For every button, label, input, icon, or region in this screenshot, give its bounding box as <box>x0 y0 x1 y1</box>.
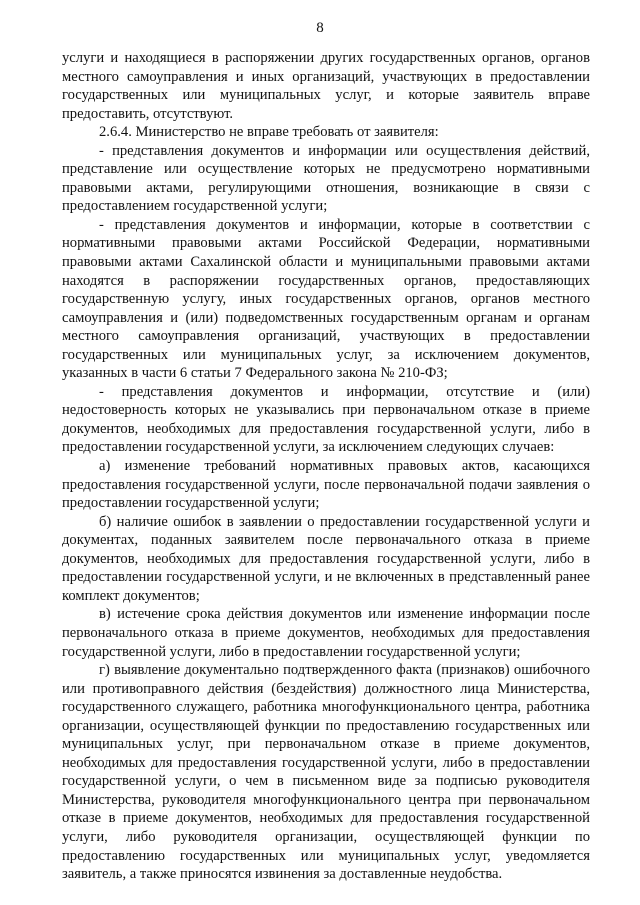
paragraph-item-documents-not-indicated: - представления документов и информации, отсутствие и (или) недостоверность которых не указывались при первоначальном отказе в приеме документов, необходимых для предоставления государственной услуги, либо в предоставлении государственной услуги, за исключением следующих случаев: <box>62 383 590 456</box>
paragraph-case-a: а) изменение требований нормативных правовых актов, касающихся предоставления государственной услуги, после первоначальной подачи заявления о предоставлении государственной услуги; <box>62 458 590 512</box>
paragraph-case-b: б) наличие ошибок в заявлении о предоставлении государственной услуги и документах, поданных заявителем после первоначального отказа в приеме документов, необходимых для предоставления государственной услуги, либо в предоставлении государственной услуги, и не включенных в представленный ранее комплект документов; <box>62 513 590 604</box>
paragraph-item-actions: - представления документов и информации или осуществления действий, представление или осуществление которых не предусмотрено нормативными правовыми актами, регулирующими отношения, возникающие в связи с предоставлением государственной услуги; <box>62 142 590 215</box>
paragraph-section-2-6-4: 2.6.4. Министерство не вправе требовать от заявителя: <box>99 124 439 141</box>
page-number: 8 <box>316 20 324 36</box>
document-body <box>62 49 590 884</box>
paragraph-case-g: г) выявление документально подтвержденного факта (признаков) ошибочного или противоправного действия (бездействия) должностного лица Министерства, государственного служащего, работника многофункционального центра, работника организации, осуществляющей функции по предоставлению государственных или муниципальных услуг, при первоначальном отказе в приеме документов, необходимых для предоставления государственной услуги, либо в предоставлении государственной услуги, о чем в письменном виде за подписью руководителя Министерства, руководителя многофункционального центра при первоначальном отказе в приеме документов, необходимых для предоставления государственной услуги, либо руководителя организации, осуществляющей функции по предоставлению государственных или муниципальных услуг, уведомляется заявитель, а также приносятся извинения за доставленные неудобства. <box>62 662 590 883</box>
paragraph-continuation: услуги и находящиеся в распоряжении других государственных органов, органов местного самоуправления и иных организаций, участвующих в предоставлении государственных или муниципальных услуг, и которые заявитель вправе предоставить, отсутствуют. <box>62 50 590 122</box>
paragraph-item-documents-in-possession: - представления документов и информации, которые в соответствии с нормативными правовыми актами Российской Федерации, нормативными правовыми актами Сахалинской области и муниципальными правовыми актами находятся в распоряжении государственных органов, предоставляющих государственную услугу, иных государственных органов, органов местного самоуправления и (или) подведомственных государственным органам и органам местного самоуправления организаций, участвующих в предоставлении государственных или муниципальных услуг, за исключением документов, указанных в части 6 статьи 7 Федерального закона № 210-ФЗ; <box>62 216 590 382</box>
paragraph-case-v: в) истечение срока действия документов или изменение информации после первоначального отказа в приеме документов, необходимых для предоставления государственной услуги, либо в предоставлении государственной услуги; <box>62 606 590 660</box>
